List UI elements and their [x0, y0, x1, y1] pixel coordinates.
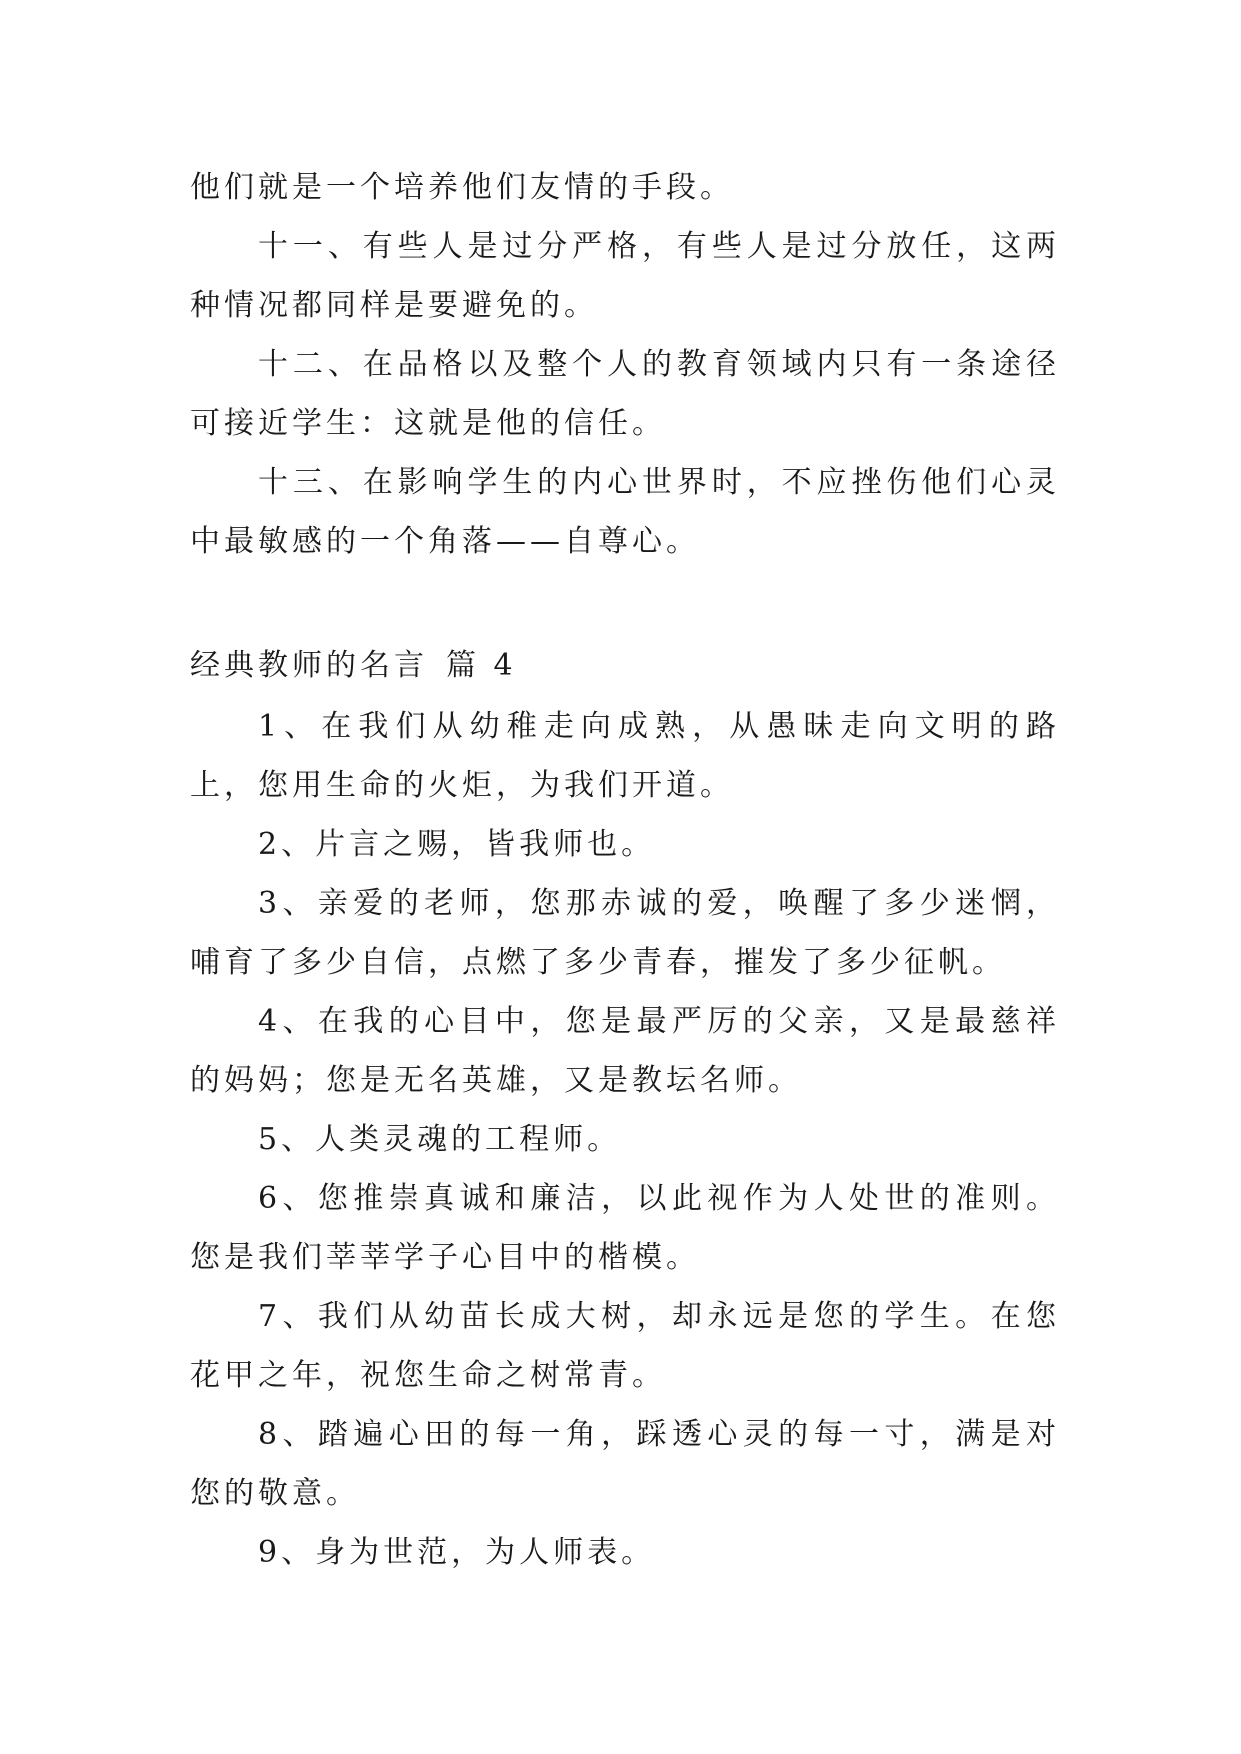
paragraph-item-2: 2、片言之赐，皆我师也。 [258, 827, 656, 862]
paragraph-quote-13: 十三、在影响学生的内心世界时，不应挫伤他们心灵中最敏感的一个角落——自尊心。 [190, 465, 1060, 559]
paragraph-item-7: 7、我们从幼苗长成大树，却永远是您的学生。在您花甲之年，祝您生命之树常青。 [190, 1299, 1060, 1393]
paragraph-item-4: 4、在我的心目中，您是最严厉的父亲，又是最慈祥的妈妈；您是无名英雄，又是教坛名师。 [190, 1004, 1060, 1098]
paragraph-item-8: 8、踏遍心田的每一角，踩透心灵的每一寸，满是对您的敬意。 [190, 1417, 1060, 1511]
section-label: 篇 4 [446, 648, 517, 683]
paragraph-item-3: 3、亲爱的老师，您那赤诚的爱，唤醒了多少迷惘，哺育了多少自信，点燃了多少青春，摧发了多少征帆。 [190, 886, 1060, 980]
paragraph-item-1: 1、在我们从幼稚走向成熟，从愚昧走向文明的路上，您用生命的火炬，为我们开道。 [190, 709, 1060, 803]
document-body [190, 158, 1060, 1582]
paragraph-item-5: 5、人类灵魂的工程师。 [258, 1122, 622, 1157]
paragraph-item-9: 9、身为世范，为人师表。 [258, 1535, 656, 1570]
section-title: 经典教师的名言 [190, 648, 428, 683]
paragraph-item-6: 6、您推崇真诚和廉洁，以此视作为人处世的准则。您是我们莘莘学子心目中的楷模。 [190, 1181, 1060, 1275]
section-heading [190, 636, 1060, 695]
paragraph-quote-11: 十一、有些人是过分严格，有些人是过分放任，这两种情况都同样是要避免的。 [190, 229, 1060, 323]
paragraph-continued: 他们就是一个培养他们友情的手段。 [190, 170, 734, 205]
paragraph-quote-12: 十二、在品格以及整个人的教育领域内只有一条途径可接近学生：这就是他的信任。 [190, 347, 1060, 441]
